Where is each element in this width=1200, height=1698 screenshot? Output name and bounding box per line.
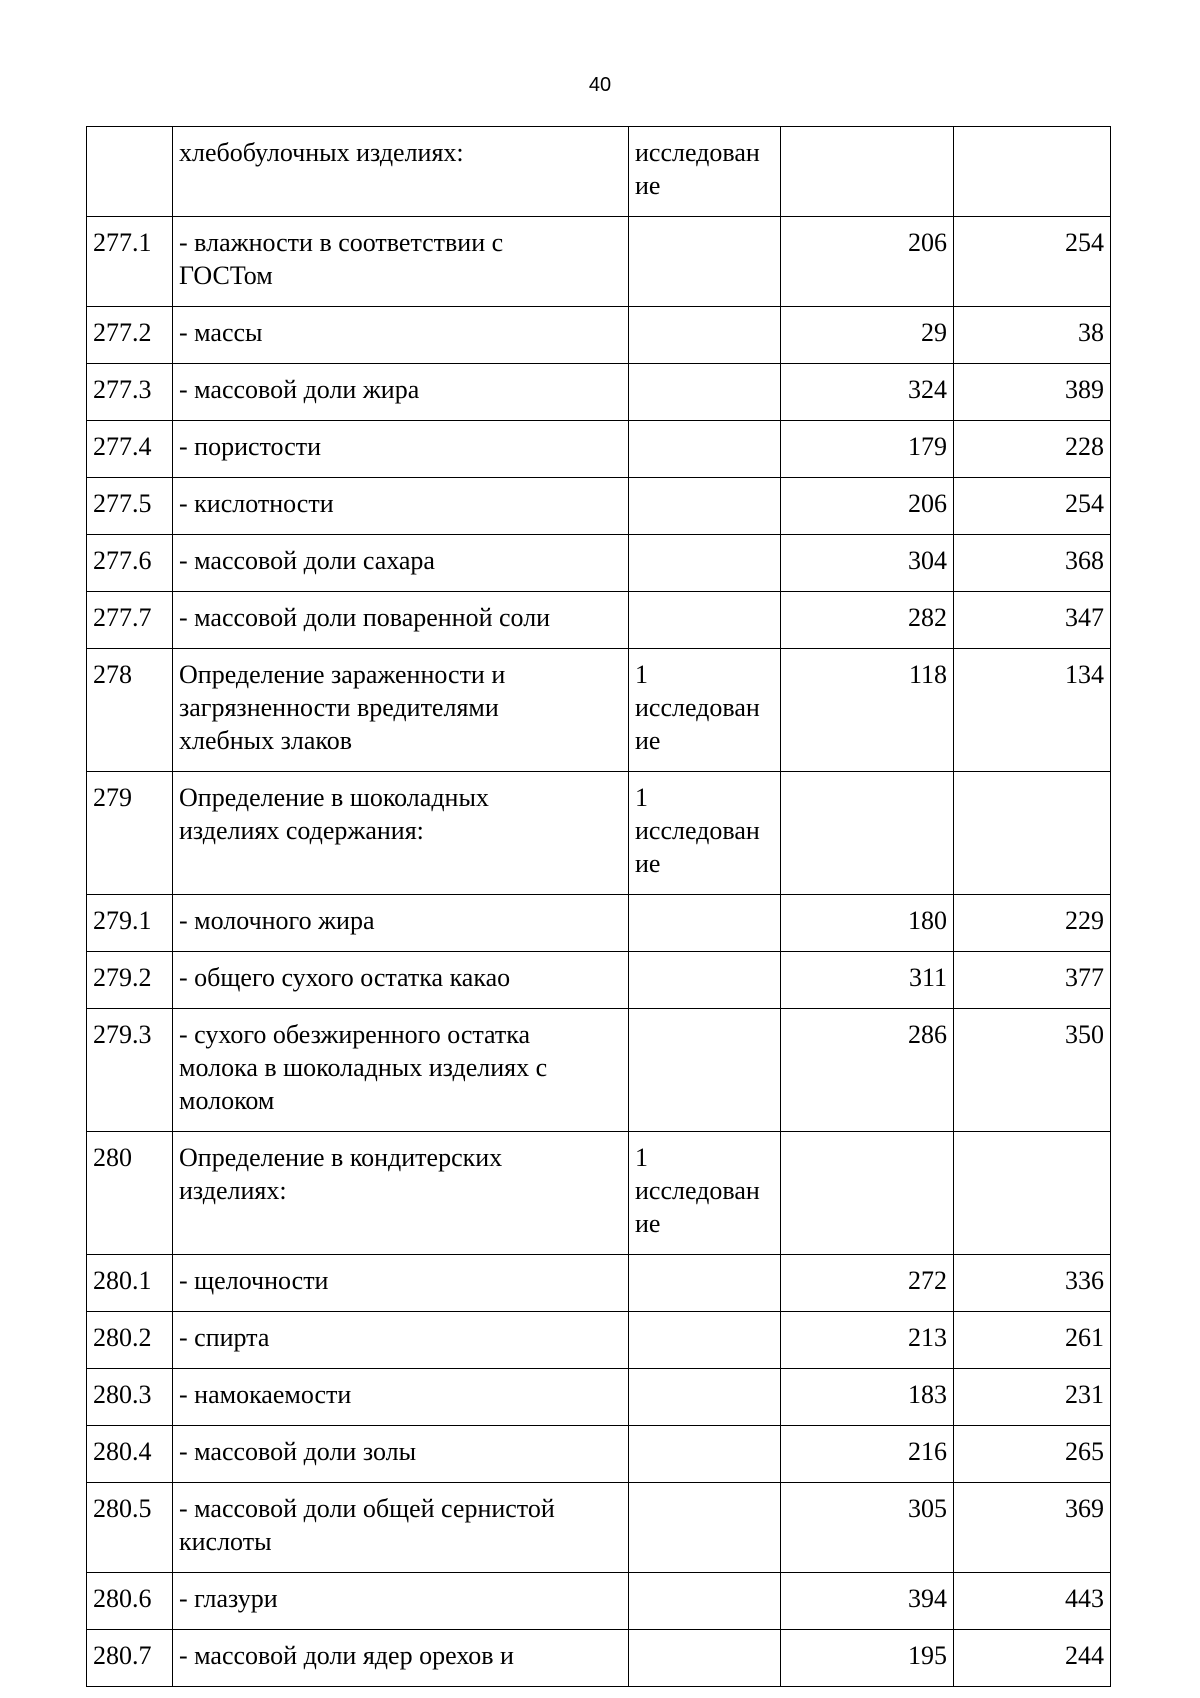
table-row bbox=[87, 649, 1111, 772]
item-number-cell: 277.2 bbox=[87, 307, 173, 364]
item-number-cell bbox=[87, 127, 173, 217]
unit-cell bbox=[629, 1009, 781, 1132]
description-cell: - массовой доли общей сернистой кислоты bbox=[173, 1483, 629, 1573]
unit-cell bbox=[629, 1426, 781, 1483]
description-cell: - массовой доли жира bbox=[173, 364, 629, 421]
description-cell: - массовой доли сахара bbox=[173, 535, 629, 592]
description-cell: - кислотности bbox=[173, 478, 629, 535]
unit-cell bbox=[629, 1312, 781, 1369]
price-cell-2: 369 bbox=[954, 1483, 1111, 1573]
price-cell-2: 254 bbox=[954, 478, 1111, 535]
price-cell-1: 304 bbox=[781, 535, 954, 592]
description-cell: - массы bbox=[173, 307, 629, 364]
item-number-cell: 279.3 bbox=[87, 1009, 173, 1132]
item-number-cell: 277.1 bbox=[87, 217, 173, 307]
unit-cell bbox=[629, 1573, 781, 1630]
price-cell-2 bbox=[954, 772, 1111, 895]
price-cell-1: 195 bbox=[781, 1630, 954, 1687]
description-cell: - спирта bbox=[173, 1312, 629, 1369]
description-cell: - пористости bbox=[173, 421, 629, 478]
unit-cell bbox=[629, 952, 781, 1009]
description-cell: - глазури bbox=[173, 1573, 629, 1630]
table-row bbox=[87, 535, 1111, 592]
table-body bbox=[87, 127, 1111, 1687]
unit-cell bbox=[629, 217, 781, 307]
price-cell-2: 347 bbox=[954, 592, 1111, 649]
item-number-cell: 280.1 bbox=[87, 1255, 173, 1312]
price-cell-2: 389 bbox=[954, 364, 1111, 421]
table-row bbox=[87, 127, 1111, 217]
description-cell: - общего сухого остатка какао bbox=[173, 952, 629, 1009]
unit-cell: 1 исследован ие bbox=[629, 772, 781, 895]
price-cell-2: 368 bbox=[954, 535, 1111, 592]
table-row bbox=[87, 1483, 1111, 1573]
price-cell-1: 272 bbox=[781, 1255, 954, 1312]
table-row bbox=[87, 1312, 1111, 1369]
price-cell-1: 206 bbox=[781, 478, 954, 535]
item-number-cell: 280 bbox=[87, 1132, 173, 1255]
price-cell-2: 336 bbox=[954, 1255, 1111, 1312]
description-cell: Определение в кондитерских изделиях: bbox=[173, 1132, 629, 1255]
price-cell-1: 213 bbox=[781, 1312, 954, 1369]
table-row bbox=[87, 478, 1111, 535]
unit-cell: 1 исследован ие bbox=[629, 649, 781, 772]
description-cell: - массовой доли золы bbox=[173, 1426, 629, 1483]
unit-cell bbox=[629, 535, 781, 592]
item-number-cell: 280.7 bbox=[87, 1630, 173, 1687]
price-cell-2: 254 bbox=[954, 217, 1111, 307]
description-cell: хлебобулочных изделиях: bbox=[173, 127, 629, 217]
item-number-cell: 277.3 bbox=[87, 364, 173, 421]
price-cell-2 bbox=[954, 127, 1111, 217]
price-cell-1: 180 bbox=[781, 895, 954, 952]
description-cell: - массовой доли поваренной соли bbox=[173, 592, 629, 649]
description-cell: - влажности в соответствии с ГОСТом bbox=[173, 217, 629, 307]
price-cell-1: 206 bbox=[781, 217, 954, 307]
price-cell-1: 282 bbox=[781, 592, 954, 649]
unit-cell: исследован ие bbox=[629, 127, 781, 217]
unit-cell bbox=[629, 364, 781, 421]
description-cell: - намокаемости bbox=[173, 1369, 629, 1426]
price-cell-1: 286 bbox=[781, 1009, 954, 1132]
price-cell-1 bbox=[781, 772, 954, 895]
unit-cell bbox=[629, 478, 781, 535]
table-row bbox=[87, 1132, 1111, 1255]
description-cell: - сухого обезжиренного остатка молока в шоколадных изделиях с молоком bbox=[173, 1009, 629, 1132]
table-row bbox=[87, 952, 1111, 1009]
unit-cell: 1 исследован ие bbox=[629, 1132, 781, 1255]
table-row bbox=[87, 364, 1111, 421]
item-number-cell: 277.4 bbox=[87, 421, 173, 478]
price-cell-2: 443 bbox=[954, 1573, 1111, 1630]
price-cell-2: 350 bbox=[954, 1009, 1111, 1132]
table-row bbox=[87, 1255, 1111, 1312]
price-cell-2: 228 bbox=[954, 421, 1111, 478]
price-cell-1: 118 bbox=[781, 649, 954, 772]
item-number-cell: 280.4 bbox=[87, 1426, 173, 1483]
price-cell-2: 38 bbox=[954, 307, 1111, 364]
price-cell-1: 216 bbox=[781, 1426, 954, 1483]
item-number-cell: 280.6 bbox=[87, 1573, 173, 1630]
item-number-cell: 277.5 bbox=[87, 478, 173, 535]
table-row bbox=[87, 1426, 1111, 1483]
item-number-cell: 277.7 bbox=[87, 592, 173, 649]
description-cell: - массовой доли ядер орехов и bbox=[173, 1630, 629, 1687]
price-cell-1: 179 bbox=[781, 421, 954, 478]
table-row bbox=[87, 1009, 1111, 1132]
price-cell-1: 305 bbox=[781, 1483, 954, 1573]
price-cell-1 bbox=[781, 127, 954, 217]
description-cell: - щелочности bbox=[173, 1255, 629, 1312]
price-cell-2: 231 bbox=[954, 1369, 1111, 1426]
price-cell-2 bbox=[954, 1132, 1111, 1255]
item-number-cell: 279.2 bbox=[87, 952, 173, 1009]
table-row bbox=[87, 1573, 1111, 1630]
price-cell-1: 311 bbox=[781, 952, 954, 1009]
table-row bbox=[87, 217, 1111, 307]
description-cell: - молочного жира bbox=[173, 895, 629, 952]
price-cell-2: 377 bbox=[954, 952, 1111, 1009]
price-cell-2: 265 bbox=[954, 1426, 1111, 1483]
table-row bbox=[87, 307, 1111, 364]
price-cell-1: 394 bbox=[781, 1573, 954, 1630]
price-cell-1: 183 bbox=[781, 1369, 954, 1426]
item-number-cell: 280.2 bbox=[87, 1312, 173, 1369]
item-number-cell: 277.6 bbox=[87, 535, 173, 592]
item-number-cell: 280.5 bbox=[87, 1483, 173, 1573]
price-cell-2: 134 bbox=[954, 649, 1111, 772]
unit-cell bbox=[629, 1369, 781, 1426]
price-cell-1: 324 bbox=[781, 364, 954, 421]
price-table bbox=[86, 126, 1111, 1687]
item-number-cell: 279 bbox=[87, 772, 173, 895]
unit-cell bbox=[629, 592, 781, 649]
unit-cell bbox=[629, 1630, 781, 1687]
table-row bbox=[87, 1630, 1111, 1687]
item-number-cell: 278 bbox=[87, 649, 173, 772]
price-cell-1 bbox=[781, 1132, 954, 1255]
description-cell: Определение в шоколадных изделиях содержания: bbox=[173, 772, 629, 895]
price-cell-1: 29 bbox=[781, 307, 954, 364]
unit-cell bbox=[629, 1255, 781, 1312]
page-number: 40 bbox=[588, 74, 612, 96]
price-cell-2: 261 bbox=[954, 1312, 1111, 1369]
table-row bbox=[87, 895, 1111, 952]
price-cell-2: 229 bbox=[954, 895, 1111, 952]
price-cell-2: 244 bbox=[954, 1630, 1111, 1687]
unit-cell bbox=[629, 1483, 781, 1573]
table-row bbox=[87, 1369, 1111, 1426]
unit-cell bbox=[629, 307, 781, 364]
table-row bbox=[87, 592, 1111, 649]
item-number-cell: 279.1 bbox=[87, 895, 173, 952]
unit-cell bbox=[629, 421, 781, 478]
table-row bbox=[87, 772, 1111, 895]
unit-cell bbox=[629, 895, 781, 952]
table-row bbox=[87, 421, 1111, 478]
item-number-cell: 280.3 bbox=[87, 1369, 173, 1426]
description-cell: Определение зараженности и загрязненности вредителями хлебных злаков bbox=[173, 649, 629, 772]
